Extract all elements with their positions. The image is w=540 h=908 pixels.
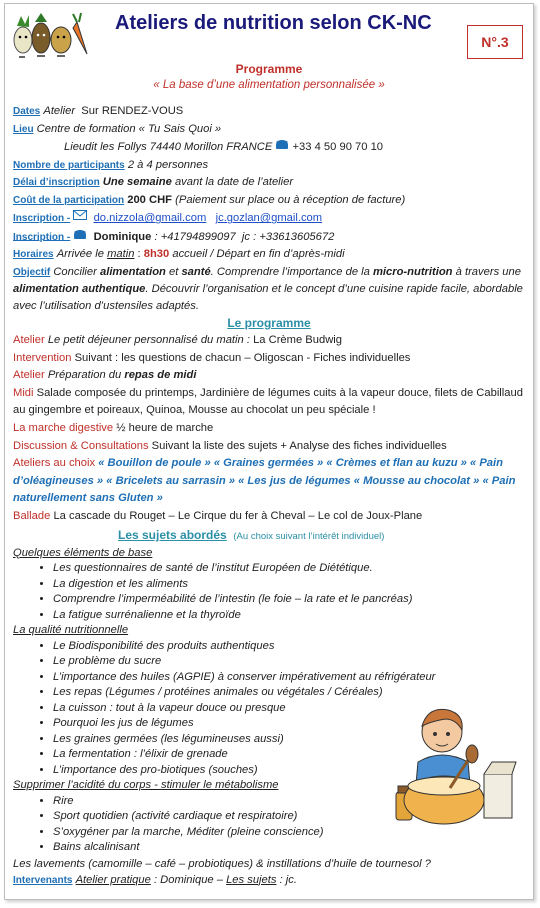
list-item: • La digestion et les aliments (53, 577, 525, 593)
delai-value: avant la date de l’atelier (174, 176, 294, 189)
phone-jc: : +33613605672 (253, 230, 335, 243)
ballade-row (13, 508, 525, 526)
sujets-heading: Les sujets abordés (118, 527, 227, 542)
discussion-text: Suivant la liste des sujets + Analyse des fiches individuelles (151, 439, 447, 452)
programme-title: Programme (235, 62, 303, 76)
list-item: • L’importance des huiles (AGPIE) à conserver impérativement au réfrigérateur (53, 670, 525, 686)
marche-row (13, 420, 525, 438)
choix-row (13, 455, 525, 508)
cout-value-bold: 200 CHF (127, 193, 173, 206)
objectif-row (13, 264, 525, 315)
delai-row (13, 174, 525, 192)
dates-label: Dates (13, 106, 41, 117)
objectif-text-1: Concilier (53, 265, 97, 278)
list-item: • Les repas (Légumes / protéines animales ou végétales / Céréales) (53, 685, 525, 701)
choix-label: Ateliers au choix (13, 457, 96, 470)
intervenants-2-value: : jc. (279, 873, 297, 886)
objectif-text-7: à travers une (455, 265, 521, 278)
phone-jc-name: jc (241, 230, 250, 243)
objectif-text-2: alimentation (99, 265, 166, 278)
list-item: • Le Biodisponibilité des produits authentiques (53, 639, 525, 655)
atelier2-label: Atelier (13, 369, 45, 382)
group-title: Supprimer l’acidité du corps - stimuler le métabolisme (13, 779, 279, 792)
objectif-text-5: . Comprendre l’importance de la (210, 265, 370, 278)
phone-icon (275, 138, 289, 156)
list-item: • La fermentation : l’élixir de grenade (53, 747, 525, 763)
document-page (4, 3, 534, 900)
horaires-label: Horaires (13, 249, 54, 260)
list-item: • La cuisson : tout à la vapeur douce ou presque (53, 701, 525, 717)
lieu-address-row (13, 138, 525, 156)
list-item: • Comprendre l’imperméabilité de l’intestin (le foie – la rate et le pancréas) (53, 592, 525, 608)
horaires-pre: Arrivée le (56, 248, 104, 260)
list-item: • Rire (53, 794, 525, 810)
intervenants-row (13, 872, 525, 890)
horaires-time: 8h30 (143, 248, 170, 260)
issue-badge: N°.3 (467, 25, 523, 59)
dates-value: Atelier (43, 105, 76, 117)
sujets-note: (Au choix suivant l’intérêt individuel) (233, 530, 385, 542)
le-programme-heading: Le programme (227, 316, 311, 331)
list-item: • Le problème du sucre (53, 654, 525, 670)
atelier1-tail: La Crème Budwig (253, 334, 342, 347)
intervenants-1-label: Atelier pratique (75, 873, 151, 886)
lavements-text: Les lavements (camomille – café – probiotiques) & instillations d’huile de tournesol ? (13, 857, 431, 870)
cout-label: Coût de la participation (13, 194, 125, 206)
horaires-matin: matin (107, 248, 135, 260)
midi-row (13, 385, 525, 420)
list-item: • S’oxygéner par la marche, Méditer (pleine conscience) (53, 825, 525, 841)
intervention-text: Suivant : les questions de chacun – Oligoscan - Fiches individuelles (74, 351, 411, 364)
ballade-text: La cascade du Rouget – Le Cirque du fer à Cheval – Le col de Joux-Plane (53, 510, 423, 523)
atelier2-bold: repas de midi (124, 369, 197, 382)
atelier1-row (13, 332, 525, 350)
ballade-label: Ballade (13, 510, 51, 523)
lieu-phone: +33 4 50 90 70 10 (292, 140, 384, 153)
list-item: • Bains alcalinisant (53, 840, 525, 856)
objectif-text-9: . Découvrir l’organisation et le concept d’une cuisine rapide facile, abordable avec l’utilisation d’ustensiles adaptés. (13, 283, 523, 312)
participants-row (13, 157, 525, 175)
inscription-phone-row (13, 228, 525, 246)
lieu-label: Lieu (13, 123, 34, 135)
marche-label: La marche digestive (13, 422, 114, 435)
inscription2-label: Inscription - (13, 231, 71, 243)
participants-value: 2 à 4 personnes (127, 158, 209, 171)
horaires-post: accueil / Départ en fin d’après-midi (172, 248, 345, 260)
participants-label: Nombre de participants (13, 159, 125, 171)
horaires-row: Horaires Arrivée le matin : 8h30 accueil / Départ en fin d’après-midi (13, 248, 345, 260)
atelier2-text: Préparation du (47, 369, 122, 382)
lieu-address: Lieudit les Follys 74440 Morillon FRANCE (64, 140, 273, 153)
objectif-text-3: et (168, 265, 179, 278)
objectif-text-6: micro-nutrition (372, 265, 453, 278)
vegetables-logo (11, 10, 95, 62)
envelope-icon (73, 209, 87, 227)
atelier1-label: Atelier (13, 334, 45, 347)
dates-row (13, 103, 525, 121)
list-item: • Les questionnaires de santé de l’institut Européen de Diététique. (53, 561, 525, 577)
lavements-row (13, 856, 525, 872)
group-title: Quelques éléments de base (13, 546, 153, 559)
cout-row (13, 192, 525, 210)
midi-label: Midi (13, 386, 34, 399)
group-title: La qualité nutritionnelle (13, 624, 129, 637)
intervenants-2-label: Les sujets (226, 873, 277, 886)
choix-text: « Bouillon de poule » « Graines germées » « Crèmes et flan au kuzu » « Pain d’oléagineuses » « Bricelets au sarrasin » « Les jus de légumes « Mousse au chocolat » « Pain naturellement sans Gluten » (13, 457, 516, 505)
delai-label: Délai d’inscription (13, 177, 100, 189)
inscription-label: Inscription - (13, 213, 71, 225)
intervenants-1-value: : Dominique – (153, 873, 223, 886)
atelier2-row (13, 367, 525, 385)
cooking-child-illustration (388, 704, 530, 834)
list-item: • La fatigue surrénalienne et la thyroïde (53, 608, 525, 624)
marche-text: ½ heure de marche (116, 422, 214, 435)
sujets-heading-row (13, 526, 525, 546)
discussion-row (13, 438, 525, 456)
discussion-label: Discussion & Consultations (13, 439, 149, 452)
inscription-email-row (13, 209, 525, 227)
phone-dominique-name: Dominique (93, 230, 152, 243)
lieu-row (13, 121, 525, 139)
page-title: Ateliers de nutrition selon CK-NC (115, 12, 432, 34)
intervention-label: Intervention (13, 351, 72, 364)
group-list (13, 561, 525, 623)
objectif-text-4: santé (181, 265, 211, 278)
email-link-dominique[interactable]: do.nizzola@gmail.com (93, 212, 207, 225)
list-item: • L’importance des pro-biotiques (souches) (53, 763, 525, 779)
email-link-jc[interactable]: jc.gozlan@gmail.com (215, 212, 323, 225)
midi-text: Salade composée du printemps, Jardinière de légumes cuits à la vapeur douce, filets de Cabillaud au gingembre et poireaux, Quinoa, Mousse au chocolat un peu spéciale ! (13, 386, 523, 417)
programme-subtitle: « La base d’une alimentation personnalisée » (153, 79, 385, 91)
objectif-label: Objectif (13, 266, 51, 278)
dates-value2: Sur RENDEZ-VOUS (81, 105, 184, 117)
lieu-value: Centre de formation « Tu Sais Quoi » (36, 122, 222, 135)
list-item: • Les graines germées (les légumineuses aussi) (53, 732, 525, 748)
intervention-row (13, 350, 525, 368)
phone-icon (73, 228, 87, 246)
list-item: • Sport quotidien (activité cardiaque et respiratoire) (53, 809, 525, 825)
phone-dominique: : +41794899097 (154, 230, 236, 243)
cout-value: (Paiement sur place ou à réception de facture) (175, 193, 406, 206)
atelier1-text: Le petit déjeuner personnalisé du matin : (47, 334, 250, 347)
delai-value-bold: Une semaine (102, 176, 172, 189)
intervenants-label: Intervenants (13, 874, 73, 886)
list-item: • Pourquoi les jus de légumes (53, 716, 525, 732)
objectif-text-8: alimentation authentique (13, 283, 146, 296)
